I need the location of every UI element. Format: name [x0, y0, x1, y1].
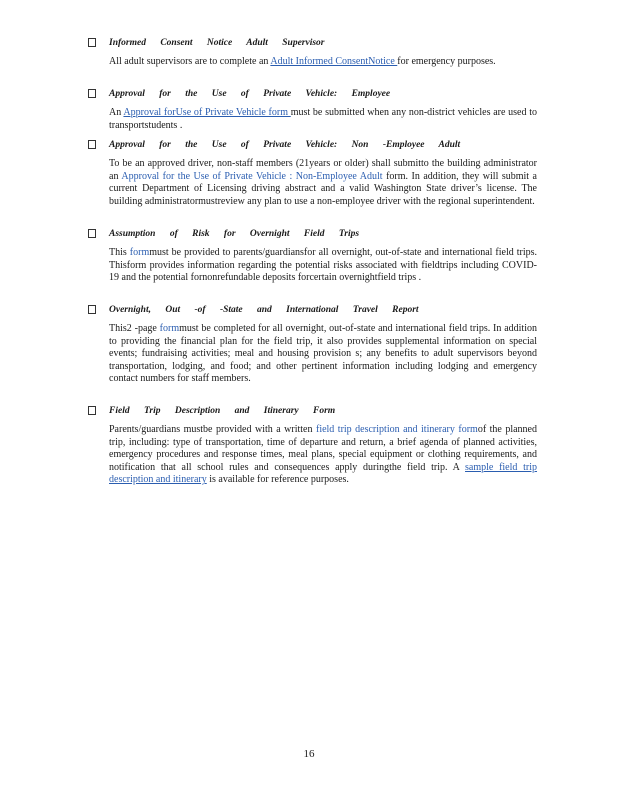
section-informed-consent [88, 38, 538, 69]
section-heading: Field Trip Description and Itinerary Form [88, 406, 538, 420]
checkbox-bullet-icon [88, 305, 96, 314]
section-heading: Approval for the Use of Private Vehicle: Employee [88, 89, 538, 103]
section-body: Parents/guardians mustbe provided with a written field trip description and itinerary formof the planned trip, including: type of transportation, time of departure and return, a brief agenda of planned activities, emergency procedures and response times, meal plans, special equipment or clothing requirements, and notification that all school rules and consequences apply duringthe field trip. A sample field trip description and itinerary is available for reference purposes. [109, 424, 538, 486]
checkbox-bullet-icon [88, 38, 96, 47]
sample-itinerary-link[interactable]: sample field trip description and itinerary [109, 461, 538, 486]
non-employee-vehicle-form-link[interactable]: Approval for the Use of Private Vehicle : Non-Employee Adult [121, 170, 383, 182]
section-body: All adult supervisors are to complete an Adult Informed ConsentNotice for emergency purposes. [109, 56, 496, 67]
checkbox-bullet-icon [88, 229, 96, 238]
assumption-of-risk-form-link[interactable]: form [129, 247, 150, 258]
page-number: 16 [303, 748, 315, 760]
section-heading: Approval for the Use of Private Vehicle: Non -Employee Adult [88, 140, 538, 154]
checkbox-bullet-icon [88, 406, 96, 415]
section-body: To be an approved driver, non-staff members (21years or older) shall submitto the building administrator an Approval for the Use of Private Vehicle : Non-Employee Adult form. In addition, they will submit a current Department of Licensing driving abstract and a valid Washington State driver’s license. The building administratormustreview any plan to use a non-employee driver with the regional superintendent. [109, 158, 538, 207]
section-heading: Assumption of Risk for Overnight Field Trips [88, 229, 538, 243]
field-trip-description-form-link[interactable]: field trip description and itinerary form [315, 424, 478, 435]
section-field-trip-description [88, 406, 538, 487]
checkbox-bullet-icon [88, 89, 96, 98]
section-private-vehicle-non-employee [88, 140, 538, 208]
section-body: This2 -page formmust be completed for all overnight, out-of-state and international field trips. In addition to providing the financial plan for the field trip, it also provides supplemental information on special events; fundraising activities; meal and housing provision s; any benefits to adult supervisors beyond transportation, lodging, and food; and other pertinent information including lodging and emergency contact numbers for staff members. [109, 323, 537, 385]
travel-report-form-link[interactable]: form [159, 323, 180, 334]
section-private-vehicle-employee [88, 89, 538, 132]
section-body: This formmust be provided to parents/guardiansfor all overnight, out-of-state and international field trips. Thisform provides information regarding the potential risks associated with fieldtrips including COVID- 19 and the potential fornonrefundable deposits forcertain overnightfield trips . [109, 247, 538, 284]
section-body: An Approval forUse of Private Vehicle form must be submitted when any non-district vehicles are used to transportstudents . [109, 107, 537, 131]
checkbox-bullet-icon [88, 140, 96, 149]
section-heading: Overnight, Out -of -State and International Travel Report [88, 305, 538, 319]
section-travel-report [88, 305, 538, 386]
section-assumption-of-risk [88, 229, 538, 285]
adult-informed-consent-link[interactable]: Adult Informed ConsentNotice [270, 56, 398, 67]
section-heading: Informed Consent Notice Adult Supervisor [88, 38, 538, 52]
private-vehicle-form-link[interactable]: Approval forUse of Private Vehicle form [123, 107, 291, 118]
